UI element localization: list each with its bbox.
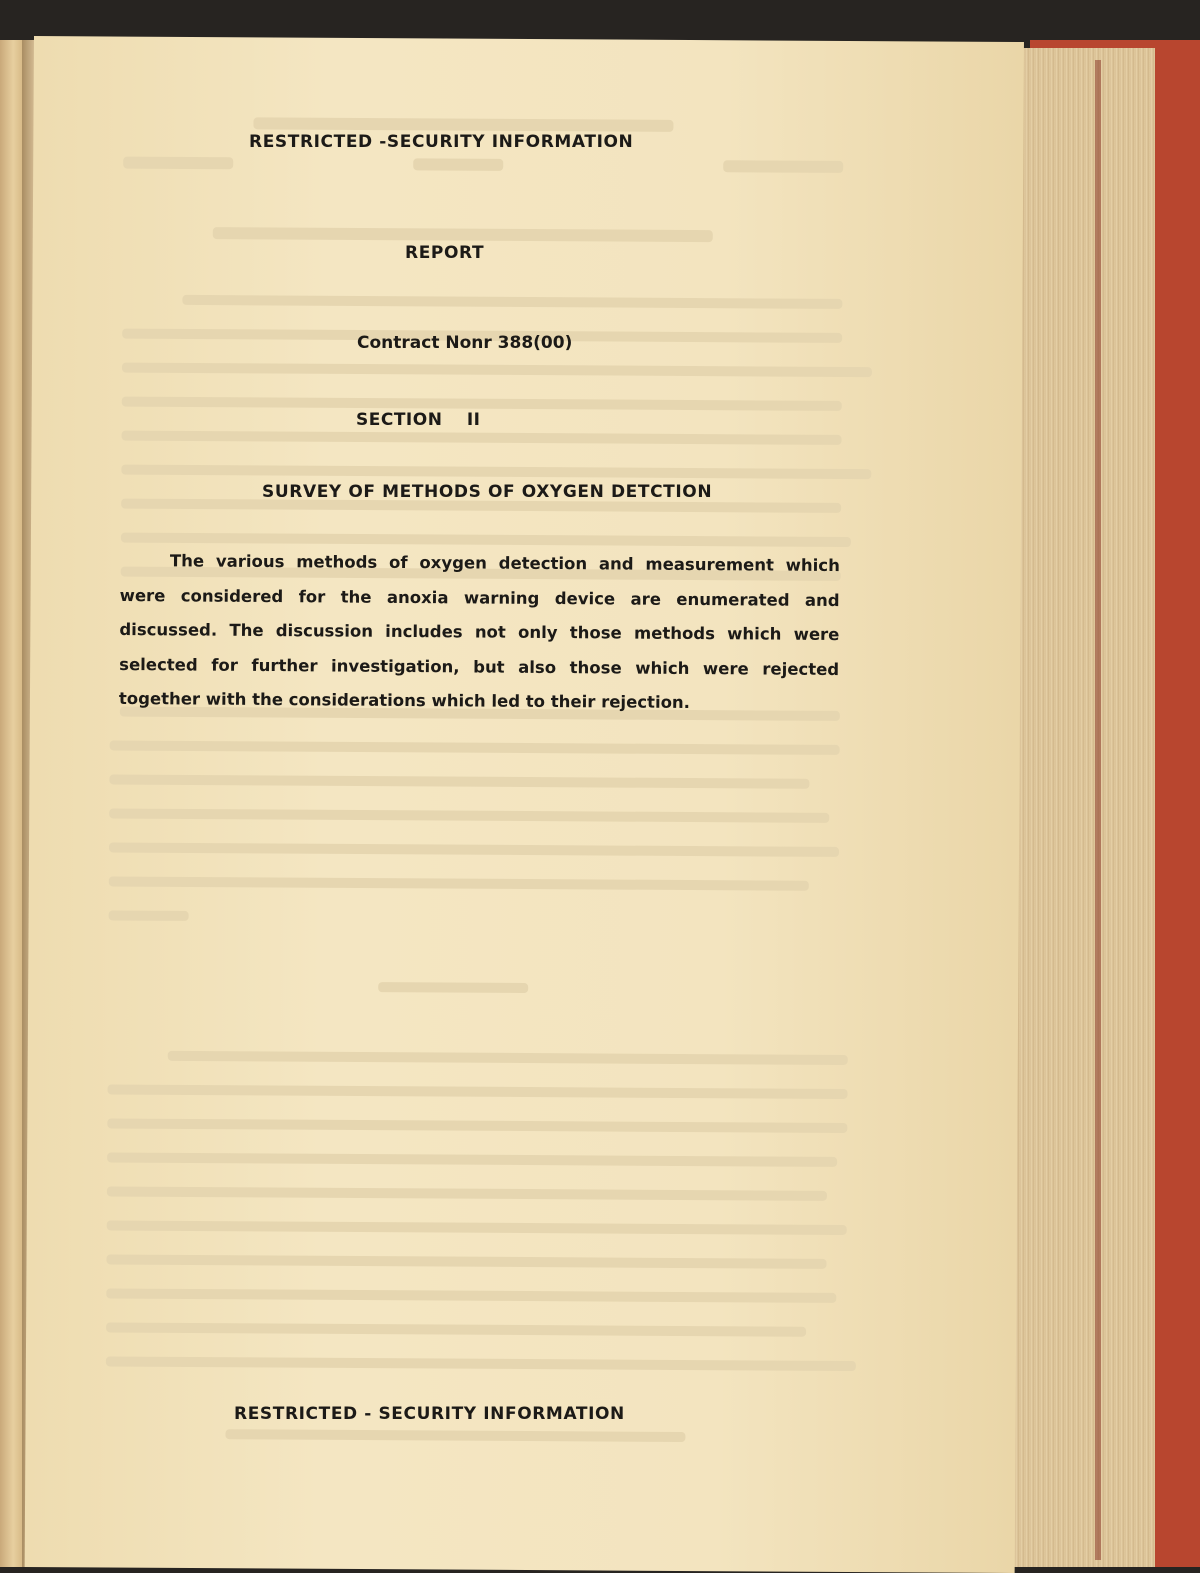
- bleed-through-texture: [25, 36, 1024, 1573]
- report-title: REPORT: [405, 243, 485, 263]
- page-stack-shadow: [1095, 60, 1101, 1560]
- left-page-edge: [0, 40, 22, 1567]
- contract-number: Contract Nonr 388(00): [357, 333, 573, 353]
- page-stack: [1010, 48, 1155, 1567]
- security-header: RESTRICTED -SECURITY INFORMATION: [249, 132, 634, 152]
- security-footer: RESTRICTED - SECURITY INFORMATION: [234, 1404, 625, 1424]
- survey-heading: SURVEY OF METHODS OF OXYGEN DETCTION: [262, 482, 713, 502]
- section-heading: SECTION II: [356, 410, 481, 430]
- body-paragraph: The various methods of oxygen detection and measurement which were considered for the anoxia warning device are enumerated and discussed. The discussion includes not only those methods which were selected for further investigation, but also those which were rejected together with the considerations which led to their rejection.: [118, 551, 840, 712]
- document-page: [25, 36, 1024, 1573]
